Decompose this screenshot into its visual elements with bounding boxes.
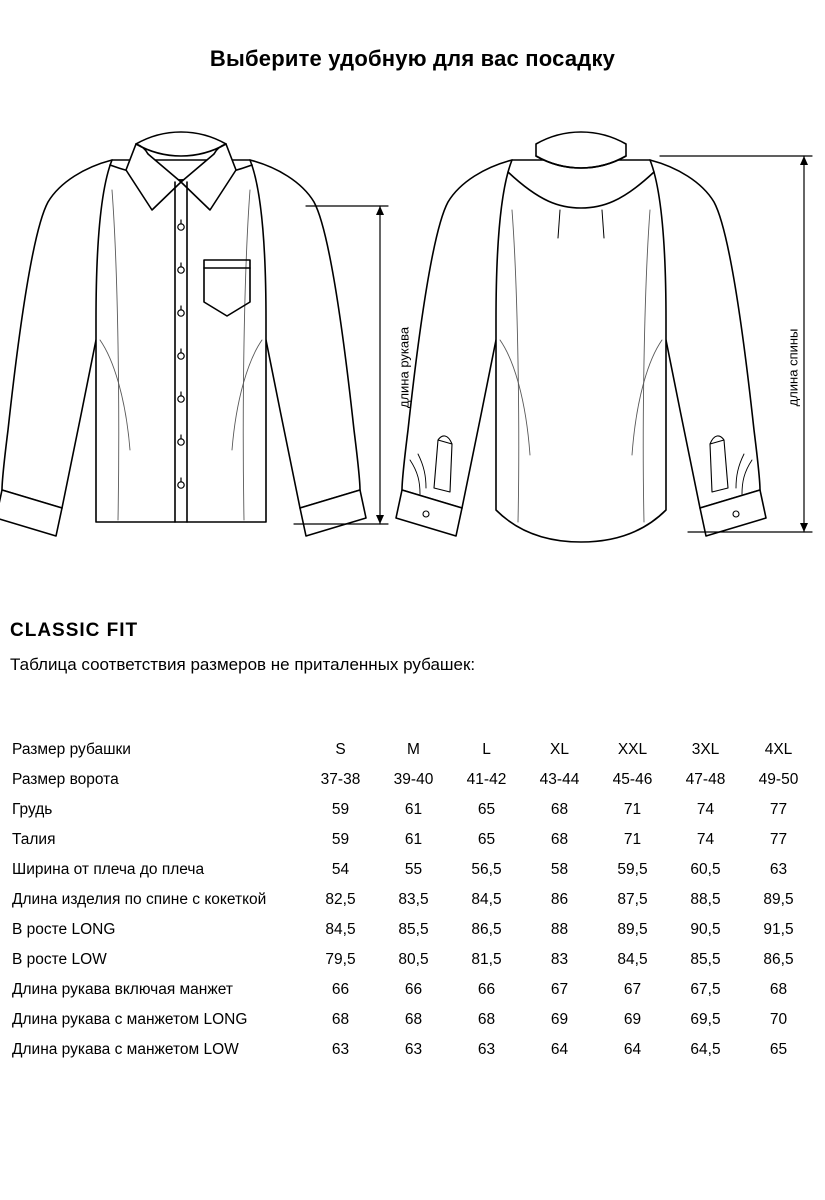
cell: 56,5	[471, 861, 502, 878]
cell: 68	[331, 1011, 350, 1028]
cell: 67	[550, 981, 569, 998]
cell: 47-48	[685, 771, 726, 788]
cell: 89,5	[617, 921, 648, 938]
cell: 70	[769, 1011, 788, 1028]
cell: 59	[331, 831, 350, 848]
cell: 65	[477, 801, 496, 818]
cell: 63	[404, 1041, 423, 1058]
cell: 69,5	[690, 1011, 721, 1028]
cell: 49-50	[758, 771, 799, 788]
back-length-label: длина спины	[785, 328, 801, 407]
row-label: Ширина от плеча до плеча	[12, 861, 205, 878]
cell: 80,5	[398, 951, 429, 968]
cell: 39-40	[393, 771, 434, 788]
cell: 86,5	[763, 951, 794, 968]
cell: 64	[550, 1041, 569, 1058]
cell: 66	[331, 981, 350, 998]
cell: 67	[623, 981, 642, 998]
row-label: Длина изделия по спине с кокеткой	[12, 891, 267, 908]
cell: 85,5	[398, 921, 429, 938]
fit-heading: CLASSIC FIT	[10, 620, 139, 641]
cell: 63	[769, 861, 788, 878]
cell: 58	[550, 861, 569, 878]
table-row	[10, 975, 815, 1005]
cell: 82,5	[325, 891, 356, 908]
table-header-row	[10, 735, 815, 765]
shirt-diagram	[0, 110, 825, 580]
cell: 77	[769, 831, 788, 848]
cell: 55	[404, 861, 423, 878]
table-row	[10, 825, 815, 855]
cell: 59,5	[617, 861, 648, 878]
column-header-2: M	[407, 741, 420, 758]
cell: 74	[696, 831, 715, 848]
cell: 68	[769, 981, 788, 998]
column-header-0: Размер рубашки	[12, 741, 131, 758]
column-header-4: XL	[550, 741, 569, 758]
cell: 71	[623, 831, 642, 848]
column-header-3: L	[482, 741, 491, 758]
cell: 85,5	[690, 951, 721, 968]
cell: 68	[477, 1011, 496, 1028]
cell: 65	[769, 1041, 788, 1058]
cell: 84,5	[617, 951, 648, 968]
row-label: Грудь	[12, 801, 53, 818]
cell: 89,5	[763, 891, 794, 908]
cell: 83,5	[398, 891, 429, 908]
cell: 65	[477, 831, 496, 848]
cell: 69	[550, 1011, 569, 1028]
row-label: Длина рукава с манжетом LONG	[12, 1011, 248, 1028]
cell: 45-46	[612, 771, 653, 788]
page-title: Выберите удобную для вас посадку	[209, 46, 616, 71]
cell: 59	[331, 801, 350, 818]
cell: 68	[550, 831, 569, 848]
row-label: В росте LONG	[12, 921, 116, 938]
sleeve-length-label: длина рукава	[396, 326, 412, 409]
column-header-5: XXL	[617, 741, 648, 758]
cell: 74	[696, 801, 715, 818]
fit-subtitle: Таблица соответствия размеров не приталенных рубашек:	[10, 655, 476, 674]
cell: 68	[404, 1011, 423, 1028]
cell: 60,5	[690, 861, 721, 878]
cell: 63	[477, 1041, 496, 1058]
table-row	[10, 915, 815, 945]
row-label: Размер ворота	[12, 771, 119, 788]
cell: 88,5	[690, 891, 721, 908]
cell: 81,5	[471, 951, 502, 968]
cell: 87,5	[617, 891, 648, 908]
cell: 63	[331, 1041, 350, 1058]
column-header-1: S	[335, 741, 346, 758]
cell: 84,5	[325, 921, 356, 938]
cell: 79,5	[325, 951, 356, 968]
table-row	[10, 885, 815, 915]
column-header-7: 4XL	[764, 741, 793, 758]
shirt-back-illustration	[396, 132, 766, 542]
row-label: Длина рукава с манжетом LOW	[12, 1041, 239, 1058]
cell: 88	[550, 921, 569, 938]
cell: 66	[477, 981, 496, 998]
cell: 64,5	[690, 1041, 721, 1058]
table-row	[10, 855, 815, 885]
cell: 68	[550, 801, 569, 818]
cell: 77	[769, 801, 788, 818]
cell: 61	[404, 801, 423, 818]
column-header-6: 3XL	[691, 741, 720, 758]
cell: 67,5	[690, 981, 721, 998]
cell: 66	[404, 981, 423, 998]
table-row	[10, 795, 815, 825]
table-row	[10, 945, 815, 975]
cell: 61	[404, 831, 423, 848]
row-label: Талия	[12, 831, 56, 848]
cell: 43-44	[539, 771, 580, 788]
cell: 90,5	[690, 921, 721, 938]
row-label: Длина рукава включая манжет	[12, 981, 233, 998]
cell: 37-38	[320, 771, 361, 788]
row-label: В росте LOW	[12, 951, 107, 968]
cell: 83	[550, 951, 569, 968]
shirt-diagram-svg	[0, 110, 825, 580]
cell: 69	[623, 1011, 642, 1028]
cell: 84,5	[471, 891, 502, 908]
cell: 91,5	[763, 921, 794, 938]
cell: 86,5	[471, 921, 502, 938]
table-row	[10, 1035, 815, 1065]
cell: 71	[623, 801, 642, 818]
shirt-front-illustration	[0, 132, 366, 536]
size-table	[10, 735, 815, 1065]
cell: 86	[550, 891, 569, 908]
table-row	[10, 765, 815, 795]
cell: 64	[623, 1041, 642, 1058]
cell: 54	[331, 861, 350, 878]
cell: 41-42	[466, 771, 507, 788]
table-row	[10, 1005, 815, 1035]
